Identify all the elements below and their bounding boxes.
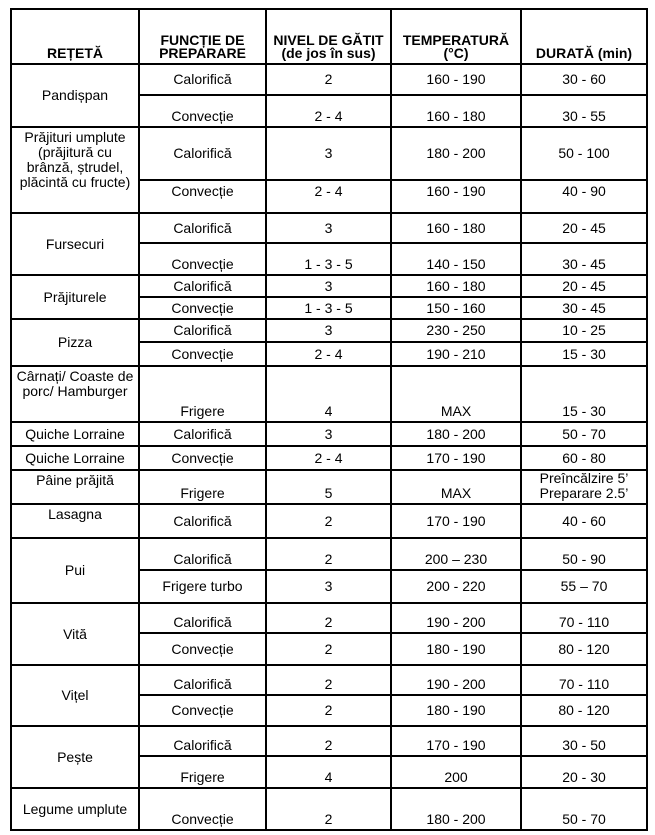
temperature-cell: 160 - 190 [391,180,521,213]
table-row [11,788,647,830]
temperature-cell: 180 - 200 [391,788,521,830]
level-cell: 3 [266,422,391,446]
temperature-cell: 190 - 200 [391,665,521,695]
duration-cell: Preîncălzire 5’ Preparare 2.5’ [521,470,647,504]
function-cell: Frigere turbo [139,570,266,603]
temperature-cell: 160 - 190 [391,64,521,95]
function-cell: Calorifică [139,726,266,756]
duration-cell: 40 - 60 [521,504,647,538]
table-row [11,213,647,243]
level-cell: 2 [266,64,391,95]
function-cell: Calorifică [139,665,266,695]
temperature-cell: 170 - 190 [391,726,521,756]
temperature-cell: 160 - 180 [391,213,521,243]
function-cell: Calorifică [139,64,266,95]
level-cell: 2 - 4 [266,342,391,366]
duration-cell: 80 - 120 [521,695,647,726]
duration-cell: 50 - 70 [521,788,647,830]
table-row [11,366,647,422]
duration-cell: 30 - 50 [521,726,647,756]
function-cell: Calorifică [139,422,266,446]
table-row [11,64,647,95]
function-cell: Convecție [139,95,266,127]
recipe-name-cell: Prăjiturele [11,275,139,319]
function-cell: Convecție [139,788,266,830]
duration-cell: 50 - 100 [521,127,647,180]
table-row [11,319,647,342]
function-cell: Calorifică [139,127,266,180]
recipe-name-cell: Prăjituri umplute (prăjitură cu brânză, ștrudel, plăcintă cu fructe) [11,127,139,213]
recipe-name-cell: Vită [11,603,139,665]
level-cell: 3 [266,570,391,603]
temperature-cell: 230 - 250 [391,319,521,342]
function-cell: Convecție [139,243,266,275]
level-cell: 2 - 4 [266,446,391,470]
temperature-cell: 200 - 220 [391,570,521,603]
function-cell: Calorifică [139,603,266,633]
temperature-cell: 160 - 180 [391,95,521,127]
temperature-cell: 180 - 200 [391,127,521,180]
temperature-cell: MAX [391,366,521,422]
level-cell: 4 [266,366,391,422]
temperature-cell: 200 – 230 [391,538,521,570]
duration-cell: 80 - 120 [521,633,647,665]
function-cell: Calorifică [139,275,266,297]
table-row [11,127,647,180]
function-cell: Convecție [139,695,266,726]
duration-cell: 30 - 45 [521,297,647,319]
cooking-table-container [10,8,648,831]
duration-cell: 20 - 30 [521,756,647,788]
temperature-cell: 180 - 190 [391,633,521,665]
duration-cell: 70 - 110 [521,665,647,695]
duration-cell: 10 - 25 [521,319,647,342]
level-cell: 2 [266,603,391,633]
recipe-name-cell: Pește [11,726,139,788]
level-cell: 2 [266,504,391,538]
level-cell: 3 [266,213,391,243]
temperature-cell: 170 - 190 [391,446,521,470]
recipe-name-cell: Pâine prăjită [11,470,139,504]
temperature-cell: 180 - 190 [391,695,521,726]
duration-cell: 30 - 45 [521,243,647,275]
temperature-cell: 190 - 200 [391,603,521,633]
level-cell: 3 [266,127,391,180]
table-row [11,538,647,570]
level-cell: 2 [266,538,391,570]
temperature-cell: 140 - 150 [391,243,521,275]
table-row [11,665,647,695]
temperature-cell: MAX [391,470,521,504]
temperature-cell: 190 - 210 [391,342,521,366]
recipe-name-cell: Cârnați/ Coaste de porc/ Hamburger [11,366,139,422]
function-cell: Convecție [139,297,266,319]
table-row [11,446,647,470]
header-level: NIVEL DE GĂTIT (de jos în sus) [266,9,391,64]
table-row [11,726,647,756]
level-cell: 2 [266,788,391,830]
duration-cell: 30 - 60 [521,64,647,95]
duration-cell: 15 - 30 [521,366,647,422]
duration-cell: 50 - 70 [521,422,647,446]
recipe-name-cell: Pui [11,538,139,603]
level-cell: 2 [266,665,391,695]
recipe-name-cell: Quiche Lorraine [11,422,139,446]
recipe-name-cell: Quiche Lorraine [11,446,139,470]
duration-cell: 20 - 45 [521,275,647,297]
level-cell: 4 [266,756,391,788]
recipe-name-cell: Pandișpan [11,64,139,127]
function-cell: Frigere [139,366,266,422]
level-cell: 2 [266,633,391,665]
level-cell: 5 [266,470,391,504]
header-temperature: TEMPERATURĂ (°C) [391,9,521,64]
recipe-name-cell: Lasagna [11,504,139,538]
level-cell: 1 - 3 - 5 [266,297,391,319]
duration-cell: 70 - 110 [521,603,647,633]
level-cell: 1 - 3 - 5 [266,243,391,275]
temperature-cell: 200 [391,756,521,788]
level-cell: 2 - 4 [266,95,391,127]
function-cell: Convecție [139,633,266,665]
duration-cell: 30 - 55 [521,95,647,127]
level-cell: 2 [266,695,391,726]
duration-cell: 15 - 30 [521,342,647,366]
temperature-cell: 150 - 160 [391,297,521,319]
recipe-name-cell: Fursecuri [11,213,139,275]
table-row [11,470,647,504]
duration-cell: 55 – 70 [521,570,647,603]
function-cell: Convecție [139,180,266,213]
header-function: FUNCȚIE DE PREPARARE [139,9,266,64]
level-cell: 3 [266,319,391,342]
table-header-row [11,9,647,64]
recipe-name-cell: Legume umplute [11,788,139,830]
function-cell: Calorifică [139,538,266,570]
duration-cell: 60 - 80 [521,446,647,470]
cooking-table [10,8,648,831]
function-cell: Calorifică [139,213,266,243]
recipe-name-cell: Vițel [11,665,139,726]
header-recipe: REȚETĂ [11,9,139,64]
header-duration: DURATĂ (min) [521,9,647,64]
table-row [11,504,647,538]
function-cell: Calorifică [139,319,266,342]
function-cell: Convecție [139,446,266,470]
recipe-name-cell: Pizza [11,319,139,366]
function-cell: Calorifică [139,504,266,538]
temperature-cell: 180 - 200 [391,422,521,446]
level-cell: 2 - 4 [266,180,391,213]
temperature-cell: 170 - 190 [391,504,521,538]
table-row [11,422,647,446]
table-body [11,64,647,830]
duration-cell: 20 - 45 [521,213,647,243]
table-row [11,603,647,633]
function-cell: Frigere [139,756,266,788]
table-row [11,275,647,297]
level-cell: 3 [266,275,391,297]
function-cell: Convecție [139,342,266,366]
duration-cell: 50 - 90 [521,538,647,570]
level-cell: 2 [266,726,391,756]
duration-cell: 40 - 90 [521,180,647,213]
function-cell: Frigere [139,470,266,504]
temperature-cell: 160 - 180 [391,275,521,297]
